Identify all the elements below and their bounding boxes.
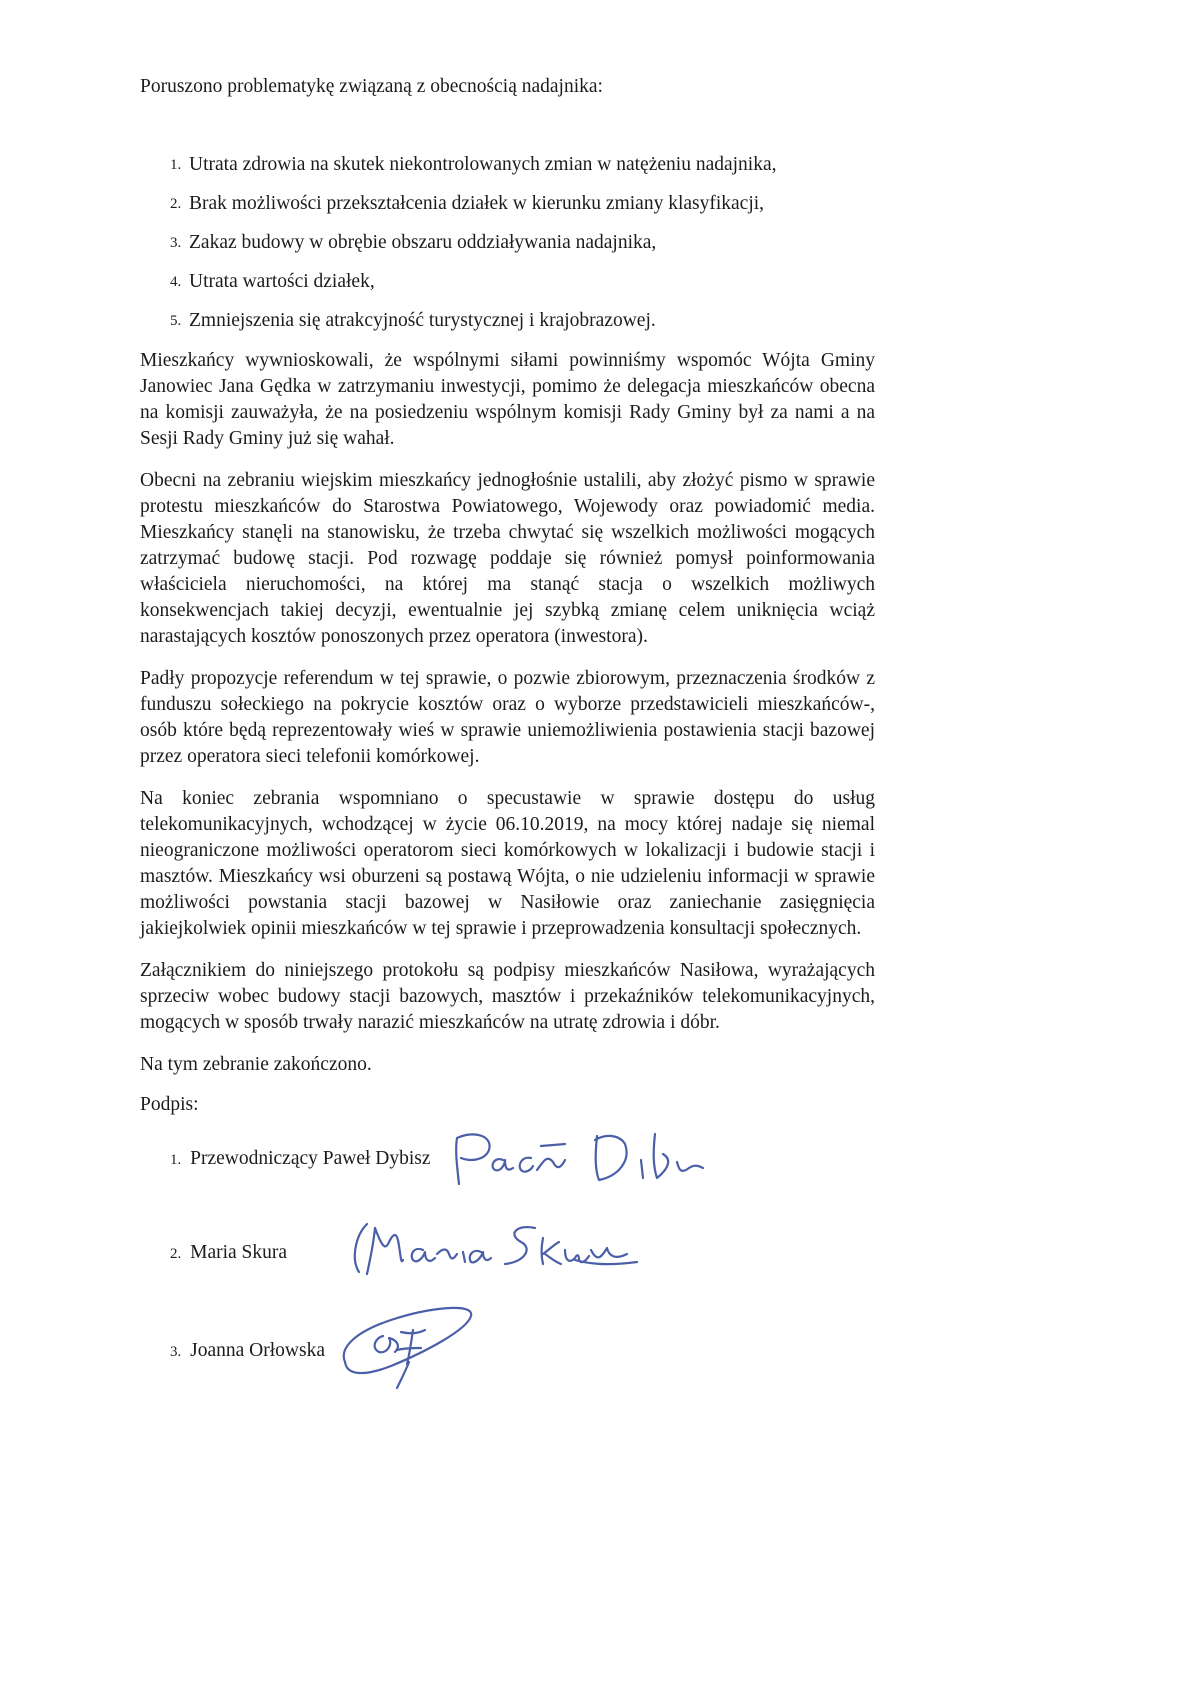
signatory-name	[170, 1338, 325, 1365]
signatory-number: 3.	[170, 1344, 182, 1360]
list-item-text: Brak możliwości przekształcenia działek w kierunku zmiany klasyfikacji,	[189, 193, 765, 214]
signatory-row	[140, 1220, 875, 1318]
signatory-name	[170, 1146, 431, 1173]
list-item-text: Utrata wartości działek,	[189, 271, 375, 292]
signatory-row	[140, 1318, 875, 1416]
signature-pawel-dybisz	[445, 1126, 705, 1196]
list-item-text: Zakaz budowy w obrębie obszaru oddziaływania nadajnika,	[189, 232, 657, 253]
list-item-number: 2.	[170, 196, 182, 212]
list-item-number: 5.	[170, 313, 182, 329]
signature-maria-skura	[345, 1214, 645, 1284]
list-item	[170, 230, 875, 256]
paragraph-residents-conclusion: Mieszkańcy wywnioskowali, że wspólnymi siłami powinniśmy wspomóc Wójta Gminy Janowiec Jana Gędka w zatrzymaniu inwestycji, pomimo że delegacja mieszkańców obecna na komisji zauważyła, że na posiedzeniu wspólnym komisji Rady Gminy był za nami a na Sesji Rady Gminy już się wahał.	[140, 350, 875, 449]
signatory-name-text: Joanna Orłowska	[190, 1340, 325, 1361]
signatory-number: 1.	[170, 1152, 182, 1168]
signature-joanna-orlowska	[335, 1292, 485, 1392]
paragraph-protest-letter: Obecni na zebraniu wiejskim mieszkańcy jednogłośnie ustalili, aby złożyć pismo w sprawie protestu mieszkańców do Starostwa Powiatowego, Wojewody oraz powiadomić media. Mieszkańcy stanęli na stanowisku, że trzeba chwytać się wszelkich możliwości mogących zatrzymać budowę stacji. Pod rozwagę poddaje się również pomysł poinformowania właściciela nieruchomości, na której ma stanąć stacja o wszelkich możliwych konsekwencjach takiej decyzji, ewentualnie jej szybką zmianę celem uniknięcia wciąż narastających kosztów ponoszonych przez operatora (inwestora).	[140, 470, 875, 647]
signature-label: Podpis:	[140, 1094, 199, 1115]
list-item-number: 3.	[170, 235, 182, 251]
list-item-number: 1.	[170, 157, 182, 173]
list-item	[170, 191, 875, 217]
problems-list	[140, 152, 875, 334]
signatory-name-text: Przewodniczący Paweł Dybisz	[190, 1148, 431, 1169]
signatory-number: 2.	[170, 1246, 182, 1262]
list-item	[170, 152, 875, 178]
signatory-name-text: Maria Skura	[190, 1242, 288, 1263]
list-item	[170, 269, 875, 295]
intro-text: Poruszono problematykę związaną z obecnością nadajnika:	[140, 76, 603, 97]
paragraph-special-act: Na koniec zebrania wspomniano o specustawie w sprawie dostępu do usług telekomunikacyjnych, wchodzącej w życie 06.10.2019, na mocy której nadaje się niemal nieograniczone możliwości operatorom sieci komórkowych w lokalizacji i budowie stacji i masztów. Mieszkańcy wsi oburzeni są postawą Wójta, o nie udzieleniu informacji w sprawie możliwości powstania stacji bazowej w Nasiłowie oraz zaniechanie zasięgnięcia jakiejkolwiek opinii mieszkańców w tej sprawie i przeprowadzenia konsultacji społecznych.	[140, 788, 875, 939]
paragraph-proposals: Padły propozycje referendum w tej sprawie, o pozwie zbiorowym, przeznaczenia środków z funduszu sołeckiego na pokrycie kosztów oraz o wyborze przedstawicieli mieszkańców-, osób które będą reprezentowały wieś w sprawie uniemożliwienia postawienia stacji bazowej przez operatora sieci telefonii komórkowej.	[140, 668, 875, 767]
list-item-number: 4.	[170, 274, 182, 290]
document-page	[140, 74, 875, 1416]
signatory-row	[140, 1126, 875, 1220]
list-item	[170, 308, 875, 334]
closing-text: Na tym zebranie zakończono.	[140, 1054, 372, 1075]
signatory-name	[170, 1240, 287, 1267]
paragraph-attachment: Załącznikiem do niniejszego protokołu są podpisy mieszkańców Nasiłowa, wyrażających sprzeciw wobec budowy stacji bazowych, masztów i przekaźników telekomunikacyjnych, mogących w sposób trwały narazić mieszkańców na utratę zdrowia i dóbr.	[140, 960, 875, 1033]
list-item-text: Zmniejszenia się atrakcyjność turystycznej i krajobrazowej.	[189, 310, 656, 331]
list-item-text: Utrata zdrowia na skutek niekontrolowanych zmian w natężeniu nadajnika,	[189, 154, 777, 175]
